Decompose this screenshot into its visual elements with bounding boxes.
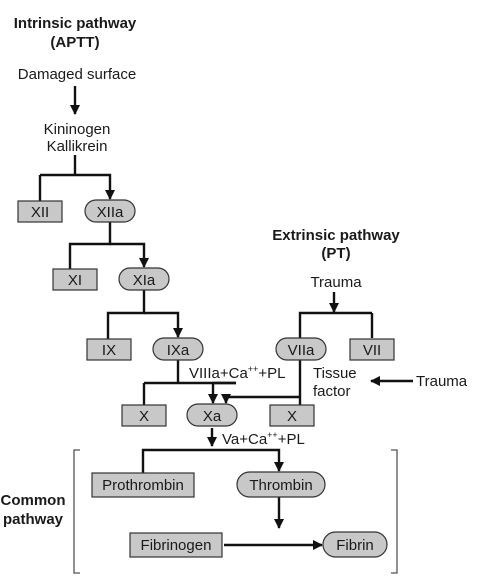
common-pathway-line1: Common (0, 492, 66, 509)
arrow-to-xia (110, 244, 144, 267)
trauma-top-label: Trauma (310, 274, 362, 291)
ixa-label: IXa (166, 342, 190, 359)
ix-label: IX (101, 342, 117, 359)
viia-label: VIIa (287, 342, 315, 359)
arrow-to-thrombin (212, 450, 279, 471)
trauma-side-label: Trauma (416, 373, 468, 390)
vii-label: VII (362, 342, 382, 359)
xiia-label: XIIa (96, 204, 124, 221)
bracket-left (74, 450, 80, 573)
labels (1, 15, 468, 554)
va-cofactor-label (222, 430, 305, 448)
factor-label: factor (313, 383, 351, 400)
xii-label: XII (30, 204, 50, 221)
xi-label: XI (67, 272, 83, 289)
bracket-right (391, 450, 397, 573)
extrinsic-subtitle: (PT) (321, 245, 351, 262)
x-right-label: X (286, 408, 298, 425)
va-cofactor-superscript: ++ (267, 430, 278, 440)
arrow-to-xiia (75, 175, 110, 199)
arrow-to-ixa (144, 313, 178, 337)
thrombin-label: Thrombin (249, 477, 313, 494)
line-xia-split (108, 290, 144, 339)
intrinsic-subtitle: (APTT) (50, 34, 100, 51)
tissue-label: Tissue (313, 365, 357, 382)
extrinsic-title: Extrinsic pathway (272, 227, 400, 244)
common-pathway-line2: pathway (2, 511, 64, 528)
arrow-ixa-to-xa (213, 383, 236, 403)
viiia-cofactor-label (189, 364, 285, 382)
fibrinogen-label: Fibrinogen (140, 537, 212, 554)
line-extrinsic-split (300, 313, 334, 338)
line-xa-split (143, 450, 212, 473)
viiia-cofactor-text: VIIIa+Ca (189, 365, 248, 382)
line-xiia-split (70, 222, 110, 269)
x-left-label: X (138, 408, 150, 425)
xia-label: XIa (132, 272, 156, 289)
intrinsic-title: Intrinsic pathway (13, 15, 137, 32)
viiia-cofactor-superscript: ++ (247, 364, 259, 374)
kallikrein-label: Kallikrein (46, 138, 108, 155)
fibrin-label: Fibrin (336, 537, 374, 554)
viiia-cofactor-suffix: +PL (258, 365, 286, 382)
prothrombin-label: Prothrombin (102, 477, 184, 494)
damaged-surface-label: Damaged surface (17, 66, 137, 83)
xa-label: Xa (202, 408, 222, 425)
va-cofactor-suffix: +PL (277, 431, 305, 448)
va-cofactor-text: Va+Ca (222, 431, 268, 448)
kininogen-label: Kininogen (43, 121, 111, 138)
